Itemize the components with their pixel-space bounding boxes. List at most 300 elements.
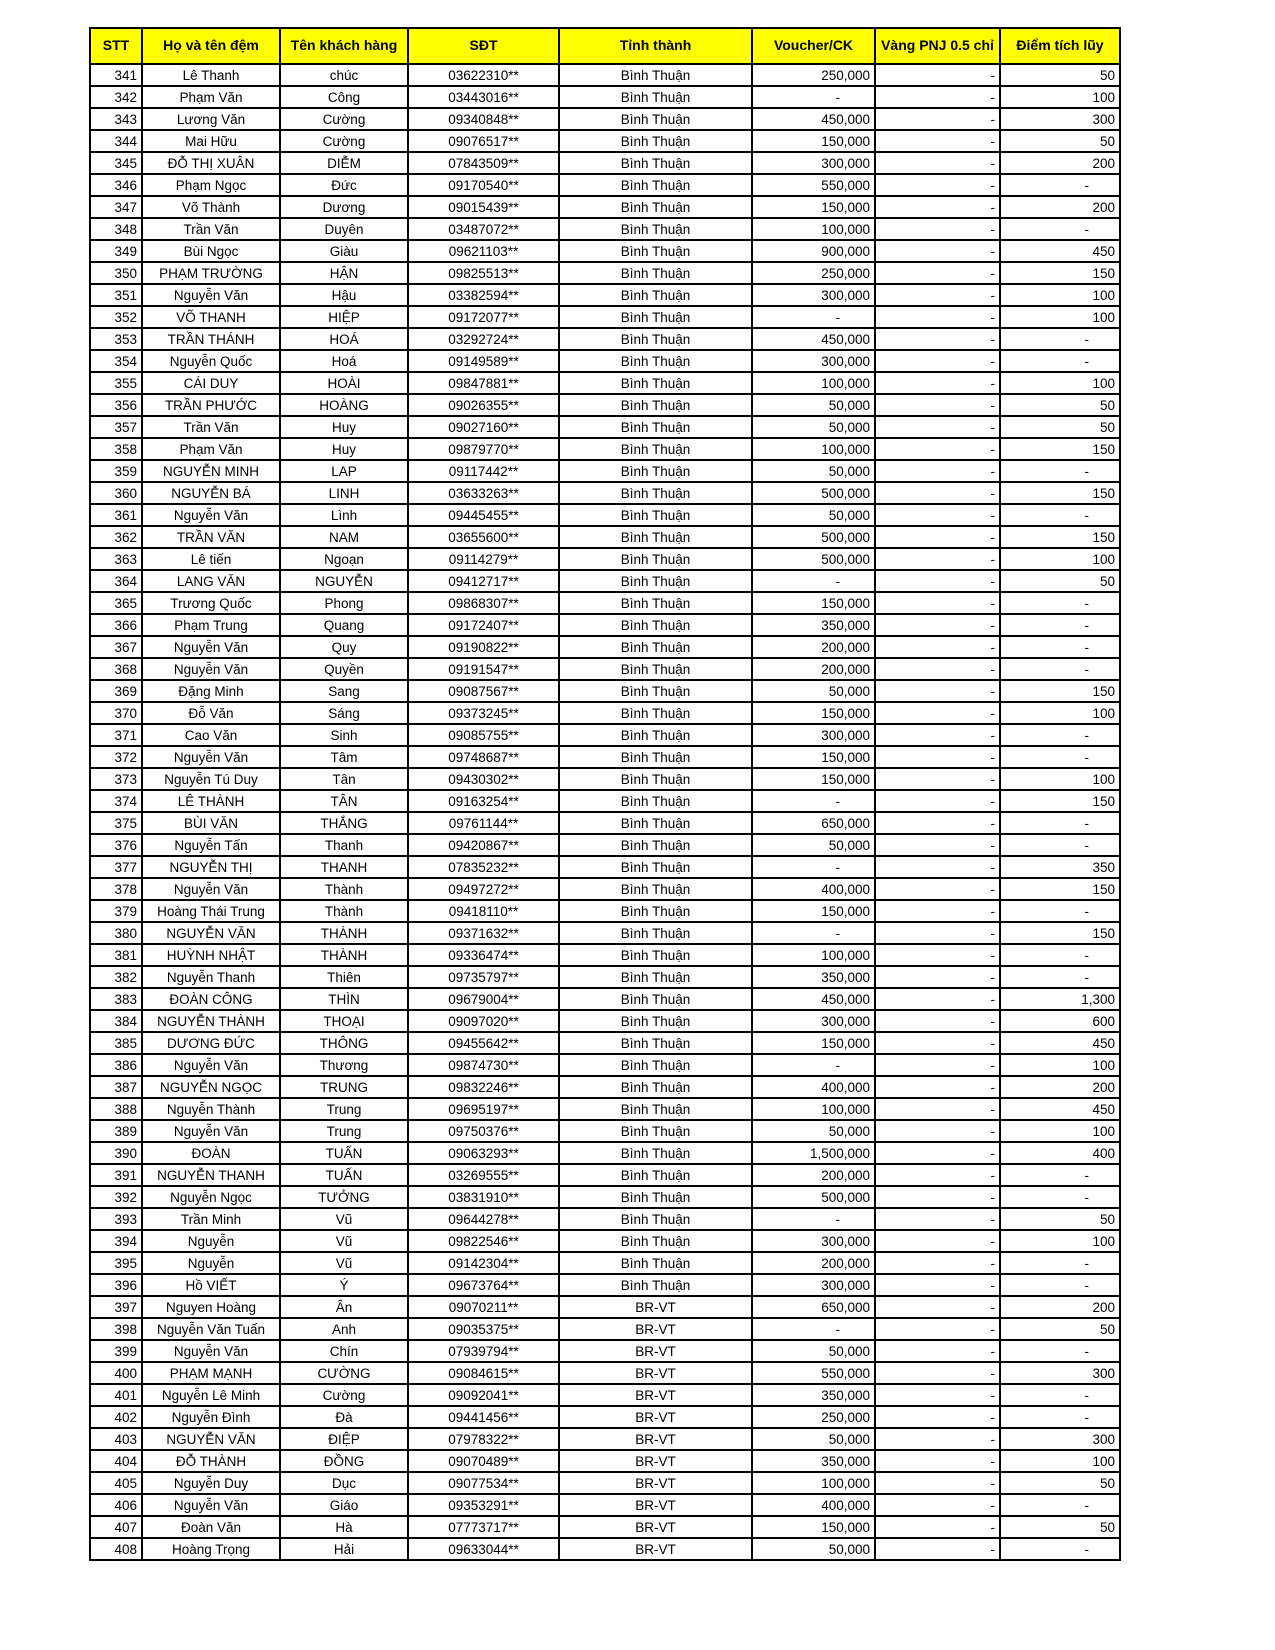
cell-r55-c7: - [1000,1274,1120,1296]
cell-r28-c2: Sang [280,680,408,702]
cell-r0-c0: 341 [90,64,142,86]
cell-r2-c4: Bình Thuận [559,108,752,130]
cell-r64-c6: - [875,1472,1000,1494]
cell-r3-c2: Cường [280,130,408,152]
table-row [90,1450,1120,1472]
cell-r3-c7: 50 [1000,130,1120,152]
cell-r54-c6: - [875,1252,1000,1274]
cell-r38-c3: 09418110** [408,900,559,922]
cell-r1-c5: - [752,86,875,108]
cell-r2-c7: 300 [1000,108,1120,130]
cell-r49-c1: ĐOÀN [142,1142,280,1164]
column-header-6: Vàng PNJ 0.5 chỉ [875,28,1000,64]
cell-r41-c4: Bình Thuận [559,966,752,988]
cell-r32-c6: - [875,768,1000,790]
cell-r7-c1: Trần Văn [142,218,280,240]
cell-r16-c4: Bình Thuận [559,416,752,438]
cell-r44-c3: 09455642** [408,1032,559,1054]
cell-r48-c4: Bình Thuận [559,1120,752,1142]
cell-r8-c3: 09621103** [408,240,559,262]
cell-r60-c5: 350,000 [752,1384,875,1406]
cell-r21-c0: 362 [90,526,142,548]
cell-r7-c3: 03487072** [408,218,559,240]
cell-r0-c5: 250,000 [752,64,875,86]
cell-r51-c2: TƯỞNG [280,1186,408,1208]
cell-r19-c0: 360 [90,482,142,504]
cell-r10-c6: - [875,284,1000,306]
cell-r30-c7: - [1000,724,1120,746]
cell-r60-c3: 09092041** [408,1384,559,1406]
table-row [90,284,1120,306]
cell-r50-c5: 200,000 [752,1164,875,1186]
table-row [90,526,1120,548]
cell-r43-c1: NGUYỄN THÀNH [142,1010,280,1032]
cell-r18-c7: - [1000,460,1120,482]
cell-r51-c5: 500,000 [752,1186,875,1208]
cell-r14-c0: 355 [90,372,142,394]
cell-r58-c4: BR-VT [559,1340,752,1362]
cell-r25-c6: - [875,614,1000,636]
cell-r37-c1: Nguyễn Văn [142,878,280,900]
cell-r58-c0: 399 [90,1340,142,1362]
cell-r29-c1: Đỗ Văn [142,702,280,724]
cell-r51-c0: 392 [90,1186,142,1208]
cell-r2-c5: 450,000 [752,108,875,130]
cell-r25-c1: Phạm Trung [142,614,280,636]
cell-r4-c0: 345 [90,152,142,174]
cell-r54-c4: Bình Thuận [559,1252,752,1274]
cell-r60-c4: BR-VT [559,1384,752,1406]
table-row [90,658,1120,680]
cell-r0-c4: Bình Thuận [559,64,752,86]
cell-r6-c3: 09015439** [408,196,559,218]
cell-r57-c0: 398 [90,1318,142,1340]
cell-r43-c5: 300,000 [752,1010,875,1032]
cell-r19-c5: 500,000 [752,482,875,504]
cell-r43-c6: - [875,1010,1000,1032]
table-row [90,1384,1120,1406]
cell-r59-c5: 550,000 [752,1362,875,1384]
table-row [90,196,1120,218]
cell-r41-c3: 09735797** [408,966,559,988]
cell-r27-c0: 368 [90,658,142,680]
table-row [90,1318,1120,1340]
cell-r6-c5: 150,000 [752,196,875,218]
cell-r11-c4: Bình Thuận [559,306,752,328]
cell-r8-c1: Bùi Ngọc [142,240,280,262]
cell-r65-c5: 400,000 [752,1494,875,1516]
cell-r57-c6: - [875,1318,1000,1340]
cell-r2-c0: 343 [90,108,142,130]
cell-r42-c2: THÌN [280,988,408,1010]
cell-r63-c7: 100 [1000,1450,1120,1472]
cell-r26-c2: Quy [280,636,408,658]
cell-r38-c1: Hoàng Thái Trung [142,900,280,922]
cell-r38-c6: - [875,900,1000,922]
cell-r42-c6: - [875,988,1000,1010]
cell-r10-c7: 100 [1000,284,1120,306]
cell-r19-c7: 150 [1000,482,1120,504]
cell-r61-c1: Nguyễn Đình [142,1406,280,1428]
cell-r52-c7: 50 [1000,1208,1120,1230]
table-row [90,746,1120,768]
cell-r56-c1: Nguyen Hoàng [142,1296,280,1318]
cell-r60-c7: - [1000,1384,1120,1406]
cell-r35-c1: Nguyễn Tấn [142,834,280,856]
cell-r57-c7: 50 [1000,1318,1120,1340]
cell-r16-c0: 357 [90,416,142,438]
cell-r16-c2: Huy [280,416,408,438]
cell-r4-c2: DIỄM [280,152,408,174]
cell-r8-c5: 900,000 [752,240,875,262]
cell-r56-c0: 397 [90,1296,142,1318]
cell-r66-c4: BR-VT [559,1516,752,1538]
column-header-1: Họ và tên đệm [142,28,280,64]
cell-r67-c6: - [875,1538,1000,1560]
cell-r38-c0: 379 [90,900,142,922]
cell-r26-c1: Nguyễn Văn [142,636,280,658]
table-row [90,592,1120,614]
cell-r32-c0: 373 [90,768,142,790]
cell-r18-c0: 359 [90,460,142,482]
cell-r15-c1: TRẦN PHƯỚC [142,394,280,416]
cell-r36-c3: 07835232** [408,856,559,878]
cell-r61-c6: - [875,1406,1000,1428]
cell-r47-c1: Nguyễn Thành [142,1098,280,1120]
cell-r48-c5: 50,000 [752,1120,875,1142]
cell-r23-c4: Bình Thuận [559,570,752,592]
cell-r33-c3: 09163254** [408,790,559,812]
cell-r23-c6: - [875,570,1000,592]
table-row [90,1032,1120,1054]
cell-r55-c5: 300,000 [752,1274,875,1296]
cell-r53-c0: 394 [90,1230,142,1252]
table-row [90,1274,1120,1296]
cell-r44-c2: THÔNG [280,1032,408,1054]
cell-r54-c2: Vũ [280,1252,408,1274]
cell-r65-c3: 09353291** [408,1494,559,1516]
cell-r64-c1: Nguyễn Duy [142,1472,280,1494]
table-row [90,1494,1120,1516]
cell-r31-c6: - [875,746,1000,768]
cell-r25-c5: 350,000 [752,614,875,636]
cell-r63-c1: ĐỖ THÀNH [142,1450,280,1472]
table-row [90,812,1120,834]
cell-r56-c3: 09070211** [408,1296,559,1318]
cell-r49-c7: 400 [1000,1142,1120,1164]
cell-r55-c4: Bình Thuận [559,1274,752,1296]
cell-r14-c7: 100 [1000,372,1120,394]
cell-r36-c7: 350 [1000,856,1120,878]
cell-r53-c2: Vũ [280,1230,408,1252]
cell-r23-c2: NGUYỄN [280,570,408,592]
cell-r32-c5: 150,000 [752,768,875,790]
table-row [90,548,1120,570]
cell-r21-c4: Bình Thuận [559,526,752,548]
cell-r41-c6: - [875,966,1000,988]
cell-r65-c0: 406 [90,1494,142,1516]
cell-r59-c3: 09084615** [408,1362,559,1384]
cell-r18-c1: NGUYỄN MINH [142,460,280,482]
cell-r14-c3: 09847881** [408,372,559,394]
cell-r9-c5: 250,000 [752,262,875,284]
cell-r39-c5: - [752,922,875,944]
cell-r33-c5: - [752,790,875,812]
cell-r19-c2: LINH [280,482,408,504]
table-row [90,174,1120,196]
cell-r52-c4: Bình Thuận [559,1208,752,1230]
cell-r6-c1: Võ Thành [142,196,280,218]
cell-r49-c3: 09063293** [408,1142,559,1164]
cell-r10-c3: 03382594** [408,284,559,306]
cell-r59-c4: BR-VT [559,1362,752,1384]
cell-r41-c1: Nguyễn Thanh [142,966,280,988]
cell-r31-c5: 150,000 [752,746,875,768]
cell-r34-c1: BÙI VĂN [142,812,280,834]
cell-r29-c5: 150,000 [752,702,875,724]
cell-r47-c0: 388 [90,1098,142,1120]
cell-r52-c0: 393 [90,1208,142,1230]
cell-r65-c2: Giáo [280,1494,408,1516]
cell-r67-c5: 50,000 [752,1538,875,1560]
cell-r1-c6: - [875,86,1000,108]
cell-r43-c0: 384 [90,1010,142,1032]
cell-r28-c7: 150 [1000,680,1120,702]
cell-r28-c1: Đặng Minh [142,680,280,702]
cell-r12-c1: TRẦN THÁNH [142,328,280,350]
cell-r18-c3: 09117442** [408,460,559,482]
table-row [90,1406,1120,1428]
cell-r20-c5: 50,000 [752,504,875,526]
cell-r28-c6: - [875,680,1000,702]
cell-r57-c4: BR-VT [559,1318,752,1340]
table-row [90,1076,1120,1098]
cell-r39-c4: Bình Thuận [559,922,752,944]
cell-r46-c6: - [875,1076,1000,1098]
cell-r8-c6: - [875,240,1000,262]
cell-r21-c1: TRẦN VĂN [142,526,280,548]
cell-r40-c2: THÀNH [280,944,408,966]
cell-r18-c2: LAP [280,460,408,482]
cell-r18-c5: 50,000 [752,460,875,482]
cell-r66-c0: 407 [90,1516,142,1538]
cell-r12-c2: HOÁ [280,328,408,350]
cell-r17-c5: 100,000 [752,438,875,460]
table-row [90,1142,1120,1164]
cell-r30-c6: - [875,724,1000,746]
cell-r49-c4: Bình Thuận [559,1142,752,1164]
cell-r27-c1: Nguyễn Văn [142,658,280,680]
table-row [90,790,1120,812]
column-header-5: Voucher/CK [752,28,875,64]
table-row [90,1296,1120,1318]
cell-r26-c3: 09190822** [408,636,559,658]
cell-r37-c7: 150 [1000,878,1120,900]
cell-r62-c4: BR-VT [559,1428,752,1450]
cell-r12-c6: - [875,328,1000,350]
cell-r59-c6: - [875,1362,1000,1384]
cell-r2-c3: 09340848** [408,108,559,130]
cell-r7-c2: Duyên [280,218,408,240]
cell-r28-c5: 50,000 [752,680,875,702]
cell-r54-c1: Nguyễn [142,1252,280,1274]
cell-r4-c4: Bình Thuận [559,152,752,174]
cell-r6-c7: 200 [1000,196,1120,218]
cell-r12-c4: Bình Thuận [559,328,752,350]
cell-r58-c2: Chín [280,1340,408,1362]
cell-r22-c1: Lê tiến [142,548,280,570]
cell-r61-c4: BR-VT [559,1406,752,1428]
cell-r44-c5: 150,000 [752,1032,875,1054]
cell-r47-c4: Bình Thuận [559,1098,752,1120]
table-row [90,966,1120,988]
cell-r9-c0: 350 [90,262,142,284]
cell-r49-c0: 390 [90,1142,142,1164]
cell-r19-c3: 03633263** [408,482,559,504]
table-row [90,1098,1120,1120]
cell-r64-c2: Dục [280,1472,408,1494]
cell-r38-c7: - [1000,900,1120,922]
cell-r24-c2: Phong [280,592,408,614]
cell-r64-c0: 405 [90,1472,142,1494]
cell-r65-c4: BR-VT [559,1494,752,1516]
cell-r55-c6: - [875,1274,1000,1296]
cell-r56-c2: Ân [280,1296,408,1318]
cell-r56-c5: 650,000 [752,1296,875,1318]
cell-r17-c2: Huy [280,438,408,460]
table-header [90,28,1120,64]
table-row [90,86,1120,108]
table-row [90,262,1120,284]
cell-r56-c6: - [875,1296,1000,1318]
cell-r9-c7: 150 [1000,262,1120,284]
cell-r42-c3: 09679004** [408,988,559,1010]
cell-r20-c7: - [1000,504,1120,526]
cell-r35-c5: 50,000 [752,834,875,856]
cell-r41-c2: Thiên [280,966,408,988]
cell-r54-c3: 09142304** [408,1252,559,1274]
table-row [90,394,1120,416]
cell-r43-c4: Bình Thuận [559,1010,752,1032]
table-row [90,328,1120,350]
cell-r17-c1: Phạm Văn [142,438,280,460]
cell-r48-c6: - [875,1120,1000,1142]
cell-r22-c7: 100 [1000,548,1120,570]
cell-r31-c7: - [1000,746,1120,768]
cell-r30-c3: 09085755** [408,724,559,746]
cell-r55-c2: Ý [280,1274,408,1296]
cell-r35-c4: Bình Thuận [559,834,752,856]
cell-r21-c6: - [875,526,1000,548]
cell-r64-c4: BR-VT [559,1472,752,1494]
header-row [90,28,1120,64]
cell-r13-c1: Nguyễn Quốc [142,350,280,372]
cell-r31-c3: 09748687** [408,746,559,768]
cell-r0-c2: chúc [280,64,408,86]
cell-r60-c6: - [875,1384,1000,1406]
cell-r27-c5: 200,000 [752,658,875,680]
table-row [90,416,1120,438]
cell-r15-c4: Bình Thuận [559,394,752,416]
cell-r8-c0: 349 [90,240,142,262]
table-row [90,218,1120,240]
cell-r5-c2: Đức [280,174,408,196]
cell-r29-c6: - [875,702,1000,724]
cell-r7-c0: 348 [90,218,142,240]
cell-r60-c2: Cường [280,1384,408,1406]
cell-r45-c5: - [752,1054,875,1076]
cell-r22-c4: Bình Thuận [559,548,752,570]
cell-r27-c4: Bình Thuận [559,658,752,680]
cell-r24-c0: 365 [90,592,142,614]
cell-r26-c7: - [1000,636,1120,658]
cell-r3-c0: 344 [90,130,142,152]
cell-r61-c0: 402 [90,1406,142,1428]
table-row [90,460,1120,482]
cell-r29-c7: 100 [1000,702,1120,724]
cell-r48-c3: 09750376** [408,1120,559,1142]
cell-r8-c7: 450 [1000,240,1120,262]
cell-r24-c7: - [1000,592,1120,614]
cell-r29-c3: 09373245** [408,702,559,724]
table-row [90,1252,1120,1274]
cell-r65-c6: - [875,1494,1000,1516]
cell-r66-c3: 07773717** [408,1516,559,1538]
cell-r10-c5: 300,000 [752,284,875,306]
cell-r40-c0: 381 [90,944,142,966]
table-row [90,768,1120,790]
table-row [90,1230,1120,1252]
cell-r38-c5: 150,000 [752,900,875,922]
column-header-4: Tỉnh thành [559,28,752,64]
cell-r53-c1: Nguyễn [142,1230,280,1252]
cell-r6-c2: Dương [280,196,408,218]
cell-r12-c3: 03292724** [408,328,559,350]
cell-r62-c2: ĐIỆP [280,1428,408,1450]
cell-r48-c1: Nguyễn Văn [142,1120,280,1142]
cell-r42-c1: ĐOÀN CÔNG [142,988,280,1010]
cell-r44-c4: Bình Thuận [559,1032,752,1054]
cell-r30-c1: Cao Văn [142,724,280,746]
cell-r67-c1: Hoàng Trọng [142,1538,280,1560]
cell-r6-c6: - [875,196,1000,218]
cell-r40-c4: Bình Thuận [559,944,752,966]
cell-r28-c4: Bình Thuận [559,680,752,702]
table-row [90,372,1120,394]
cell-r20-c4: Bình Thuận [559,504,752,526]
cell-r36-c5: - [752,856,875,878]
cell-r33-c6: - [875,790,1000,812]
cell-r45-c2: Thương [280,1054,408,1076]
table-row [90,636,1120,658]
cell-r10-c2: Hậu [280,284,408,306]
cell-r25-c0: 366 [90,614,142,636]
table-row [90,130,1120,152]
cell-r11-c3: 09172077** [408,306,559,328]
cell-r61-c3: 09441456** [408,1406,559,1428]
table-row [90,1340,1120,1362]
cell-r53-c6: - [875,1230,1000,1252]
cell-r39-c2: THÀNH [280,922,408,944]
cell-r48-c0: 389 [90,1120,142,1142]
cell-r47-c6: - [875,1098,1000,1120]
cell-r46-c3: 09832246** [408,1076,559,1098]
cell-r63-c2: ĐỒNG [280,1450,408,1472]
cell-r59-c1: PHẠM MẠNH [142,1362,280,1384]
cell-r62-c3: 07978322** [408,1428,559,1450]
table-row [90,504,1120,526]
cell-r11-c0: 352 [90,306,142,328]
